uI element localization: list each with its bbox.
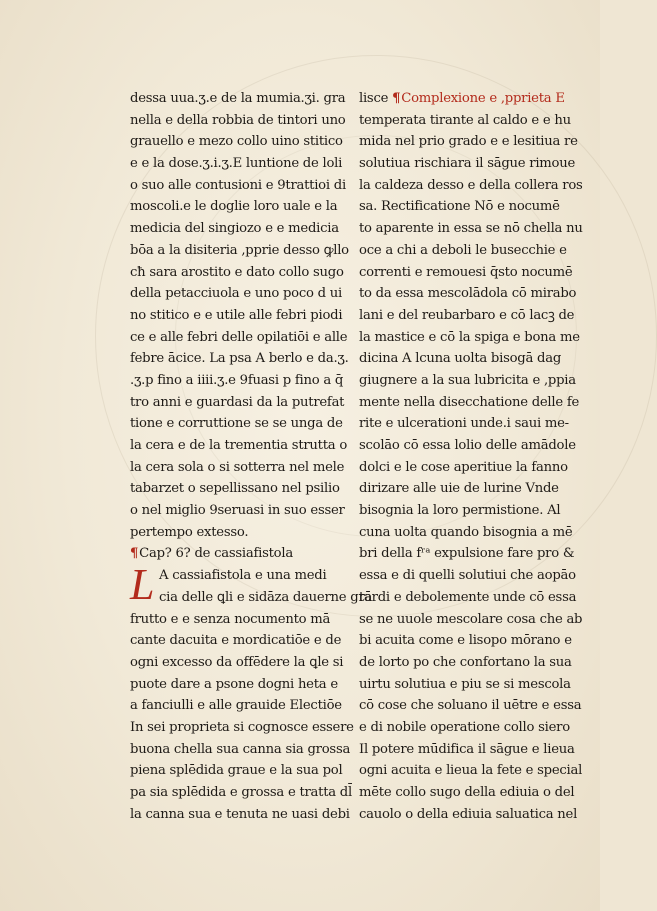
text-line: pertempo extesso. xyxy=(130,524,249,540)
text-line: ogni acuita e lieua la fete e special xyxy=(359,763,583,779)
right-column-lines xyxy=(359,110,583,826)
text-line: grauello e mezo collo uino stitico xyxy=(130,134,343,150)
text-line: A cassiafistola e una medi xyxy=(159,568,327,584)
text-line: pa sia splēdida e grossa e tratta dl̄ xyxy=(130,785,352,800)
text-line: cauolo o della ediuia saluatica nel xyxy=(359,806,578,822)
text-line: cia delle ꝗli e sidāza dauerne grā xyxy=(159,589,373,605)
text-line: uirtu solutiua e piu se si mescola xyxy=(359,676,571,692)
text-line: puote dare a psone dogni heta e xyxy=(130,676,338,692)
text-line: solutiua rischiara il sāgue rimoue xyxy=(359,156,576,172)
text-line: bisognia la loro permistione. Al xyxy=(359,503,561,519)
text-line: o nel miglio 9seruasi in suo esser xyxy=(130,503,345,519)
text-line: piena splēdida graue e la sua pol xyxy=(130,763,343,779)
text-line: ogni excesso da offēdere la ꝗle si xyxy=(130,654,344,670)
text-line: mente nella disecchatione delle fe xyxy=(359,394,580,410)
left-text-column xyxy=(130,88,373,825)
text-line: essa e di quelli solutiui che aopāo xyxy=(359,568,576,584)
text-line: dolci e le cose aperitiue la fanno xyxy=(359,459,568,475)
text-line: se ne uuole mescolare cosa che ab xyxy=(359,611,583,627)
text-line: della petacciuola e uno poco d ui xyxy=(130,286,342,302)
text-line: la canna sua e tenuta ne uasi debi xyxy=(130,806,350,822)
text-line: lani e del reubarbaro e cō lacꝫ de xyxy=(359,307,575,323)
text-line: giugnere a la sua lubricita e ,ppia xyxy=(359,372,576,388)
text-line: la cera sola o si sotterra nel mele xyxy=(130,459,345,475)
text-line: a fanciulli e alle grauide Electiōe xyxy=(130,698,342,714)
text-line: la caldeza desso e della collera ros xyxy=(359,177,583,193)
text-line: correnti e remouesi q̄sto nocumē xyxy=(359,264,573,280)
text-line: cante dacuita e mordicatiōe e de xyxy=(130,633,342,649)
text-line: sa. Rectificatione Nō e nocumē xyxy=(359,199,560,215)
text-line: bri della fʳᵃ expulsione fare pro & xyxy=(359,546,575,562)
text-line: nella e della robbia de tintori uno xyxy=(130,112,346,128)
text-line: ce e alle febri delle opilatiōi e alle xyxy=(130,329,348,345)
text-line: In sei proprieta si cognosce essere xyxy=(130,719,354,735)
chapter-heading: Cap? 6? de cassiafistola xyxy=(139,546,293,562)
text-line: moscoli.e le doglie loro uale e la xyxy=(130,199,338,215)
text-line: .ʒ.p fino a iiii.ʒ.e 9fuasi p fino a q̄ xyxy=(130,372,344,388)
text-line: medicia del singiozo e e medicia xyxy=(130,221,339,237)
text-line: buona chella sua canna sia grossa xyxy=(130,741,351,757)
right-first-line xyxy=(359,88,564,110)
pilcrow-mark-right: ¶ xyxy=(392,91,401,106)
text-line: bi acuita come e lisopo mōrano e xyxy=(359,633,572,649)
text-line: tardi e debolemente unde cō essa xyxy=(359,589,577,605)
rubric-heading: Complexione e ,pprieta E xyxy=(401,91,565,106)
chapter-heading-line xyxy=(130,543,344,565)
text-line: de lorto po che confortano la sua xyxy=(359,654,572,670)
chapter-body xyxy=(130,560,373,825)
drop-initial: L xyxy=(130,560,155,610)
text-line: e di nobile operatione collo siero xyxy=(359,719,570,735)
text-line: tro anni e guardasi da la putrefat xyxy=(130,394,345,410)
text-line: dicina A lcuna uolta bisogā dag xyxy=(359,351,562,367)
text-line: no stitico e e utile alle febri piodi xyxy=(130,307,343,323)
text-line: bōa a la disiteria ,pprie desso ꝙllo xyxy=(130,242,349,258)
text-line: febre ācice. La psa A berlo e da.ʒ. xyxy=(130,351,349,367)
text-line: tione e corruttione se se unga de xyxy=(130,416,343,432)
pilcrow-mark: ¶ xyxy=(130,546,139,562)
text-line: Il potere mūdifica il sāgue e lieua xyxy=(359,741,575,757)
text-line: tabarzet o sepellissano nel psilio xyxy=(130,481,340,497)
text-line: la cera e de la trementia strutta o xyxy=(130,438,348,453)
text-line: temperata tirante al caldo e e hu xyxy=(359,112,571,128)
text-line: rite e ulcerationi unde.i saui me- xyxy=(359,416,569,432)
text-line: to da essa mescolādola cō mirabo xyxy=(359,286,577,302)
text-line: e e la dose.ʒ.i.ʒ.E luntione de loli xyxy=(130,156,343,172)
text-line: dirizare alle uie de lurine Vnde xyxy=(359,481,559,497)
text-line: dessa uua.ʒ.e de la mumia.ʒi. gra xyxy=(130,91,346,106)
text-line: frutto e e senza nocumento mā xyxy=(130,611,331,627)
text-line: cħ sara arostito e dato collo sugo xyxy=(130,264,344,280)
left-column-top-lines xyxy=(130,88,349,543)
text-line: oce a chi a deboli le busecchie e xyxy=(359,242,567,258)
text-line: la mastice e cō la spiga e bona me xyxy=(359,329,580,345)
text-line: to aparente in essa se nō chella nu xyxy=(359,221,583,237)
text-line: mēte collo sugo della ediuia o del xyxy=(359,785,575,800)
text-line: o suo alle contusioni e 9trattioi di xyxy=(130,177,346,193)
left-column-bottom-lines xyxy=(130,560,373,825)
right-first-line-start: lisce xyxy=(359,91,389,106)
right-text-column xyxy=(359,88,583,825)
text-line: scolāo cō essa lolio delle amādole xyxy=(359,438,576,453)
text-line: cuna uolta quando bisognia a mē xyxy=(359,524,573,540)
text-line: mida nel prio grado e e lesitiua re xyxy=(359,134,578,150)
text-line: cō cose che soluano il uētre e essa xyxy=(359,698,582,714)
